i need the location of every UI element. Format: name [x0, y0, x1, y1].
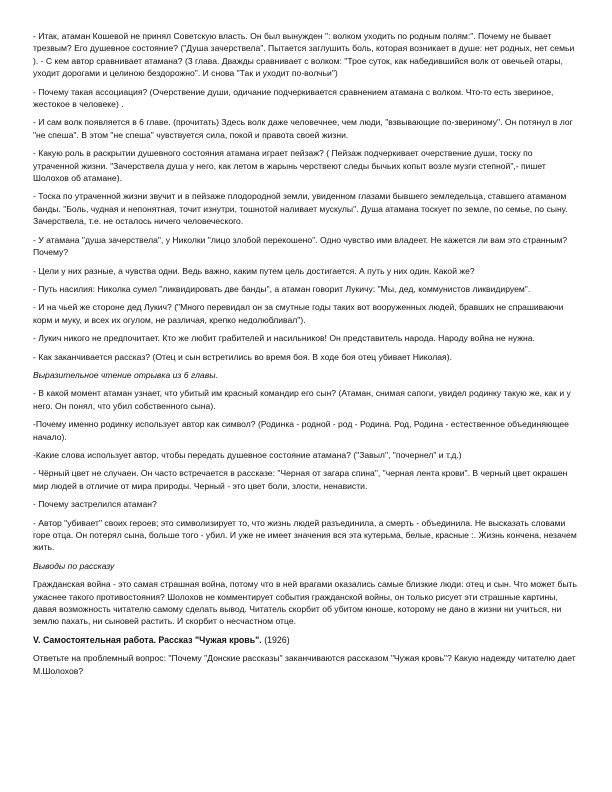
italic-subheading: Выразительное чтение отрывка из 6 главы. — [33, 369, 218, 380]
paragraph: - Чёрный цвет не случаен. Он часто встречается в рассказе: "Черная от загара спина", "черная лента крови". В черный цвет окрашен мир людей в отличие от мира природы. Черный - это цвет боли, злости, ненависти. — [33, 468, 568, 491]
paragraph: -Какие слова использует автор, чтобы передать душевное состояние атамана? ("Завыл", "почернел" и т.д.) — [33, 449, 462, 460]
paragraph: Гражданская война - это самая страшная война, потому что в ней врагами оказались самые близкие люди: отец и сын. Что может быть ужаснее такого противостояния? Шолохов не комментирует события гражданской войны, он только рисует эти страшные картины, давая возможность читателю самому сделать вывод. Читатель скорбит об убитом юноше, которому не дано в жизни ни учиться, ни землю пахать, ни сыновей растить. И скорбит о несчастном отце. — [33, 579, 577, 627]
paragraph: - Почему такая ассоциация? (Очерствение души, одичание подчеркивается сравнением атамана с волком. Что-то есть звериное, жестокое в человеке) . — [33, 86, 554, 110]
paragraph: - И сам волк появляется в 6 главе. (прочитать) Здесь волк даже человечнее, чем люди, "взвывающие по-звериному". Он потянул в лог "не спеша". В этом "не спеша" чувствуется сила, покой и правота своей жизни. — [33, 117, 573, 140]
paragraph: - У атамана "душа зачерствела", у Николки "лицо злобой перекошено". Одно чувство ими владеет. Не кажется ли вам это странным? Почему? — [33, 234, 568, 258]
paragraph: - Лукич никого не предпочитает. Кто же любит грабителей и насильников! Он представитель народа. Народу война не нужна. — [33, 333, 535, 344]
paragraph: -Почему именно родинку использует автор как символ? (Родинка - родной - род - Родина. Род, Родина - естественное объединяющее начало). — [33, 419, 569, 442]
paragraph: - Автор "убивает" своих героев; это символизирует то, что жизнь людей разъединила, а смерть - объединила. Не высказать словами горе отца. Он потерял сына, больше того - убил. И уже не имеет значения вся эта кутерьма, белые, красные :. Жизнь кончена, незачем жить. — [33, 517, 577, 553]
paragraph: - В какой момент атаман узнает, что убитый им красный командир его сын? (Атаман, снимая сапоги, увидел родинку такую же, как и у него. Он понял, что убил собственного сына). — [33, 388, 571, 411]
paragraph: - Путь насилия: Николка сумел "ликвидировать две банды", а атаман говорит Лукичу: "Мы, дед, коммунистов ликвидируем". — [33, 283, 531, 294]
paragraph: - Цели у них разные, а чувства одни. Ведь важно, каким путем цель достигается. А путь у них один. Какой же? — [33, 265, 475, 276]
paragraph: - Тоска по утраченной жизни звучит и в пейзаже плодородной земли, увиденном глазами бывшего земледельца, ставшего атаманом банды. "Боль, чудная и непонятная, точит изнутри, тошнотой наливает мускулы". Душа атамана тоскует по земле, по семье, по сыну. Зачерствела, т.е. не осталось ничего человеческого. — [33, 191, 568, 227]
paragraph: - Итак, атаман Кошевой не принял Советскую власть. Он был вынужден ": волком уходить по родным полям:". Почему не бывает трезвым? Его душевное состояние? ("Душа зачерствела". Пытается заглушить боль, которая возникает в душе: нет родных, нет семьи ). - С кем автор сравнивает атамана? (3 глава. Дважды сравнивает с волком: "Трое суток, как набедившийся волк от овечьей отары, уходит дорогами и целиною бездорожно". И снова "Так и уходит по-волчьи") — [33, 31, 575, 79]
paragraph: - Как заканчивается рассказ? (Отец и сын встретились во время боя. В ходе боя отец убивает Николая). — [33, 351, 452, 362]
paragraph: - Какую роль в раскрытии душевного состояния атамана играет пейзаж? ( Пейзаж подчеркивает очерствение души, тоску по утраченной жизни. "Зачерствела душа у него, как летом в жарынь черствеют следы бычьих копыт возле музги степной",- пишет Шолохов об атамане). — [33, 148, 546, 184]
final-paragraph: Ответьте на проблемный вопрос: "Почему "Донские рассказы" заканчиваются рассказом "Чужая кровь"? Какую надежду читателю дает М.Шолохов? — [33, 653, 576, 676]
italic-subheading: Выводы по рассказу — [33, 560, 115, 571]
section-heading-year: (1926) — [261, 634, 290, 645]
paragraph: - Почему застрелился атаман? — [33, 499, 157, 510]
section-heading-title: V. Самостоятельная работа. Рассказ "Чужая кровь". — [33, 634, 262, 645]
document-page — [33, 30, 579, 683]
paragraph: - И на чьей же стороне дед Лукич? ("Много перевидал он за смутные годы таких вот вооруженных людей, бравших не спрашиваючи корм и муку, и всех их огулом, не различая, крепко недолюбливал"). — [33, 302, 564, 325]
section-heading — [33, 634, 579, 646]
